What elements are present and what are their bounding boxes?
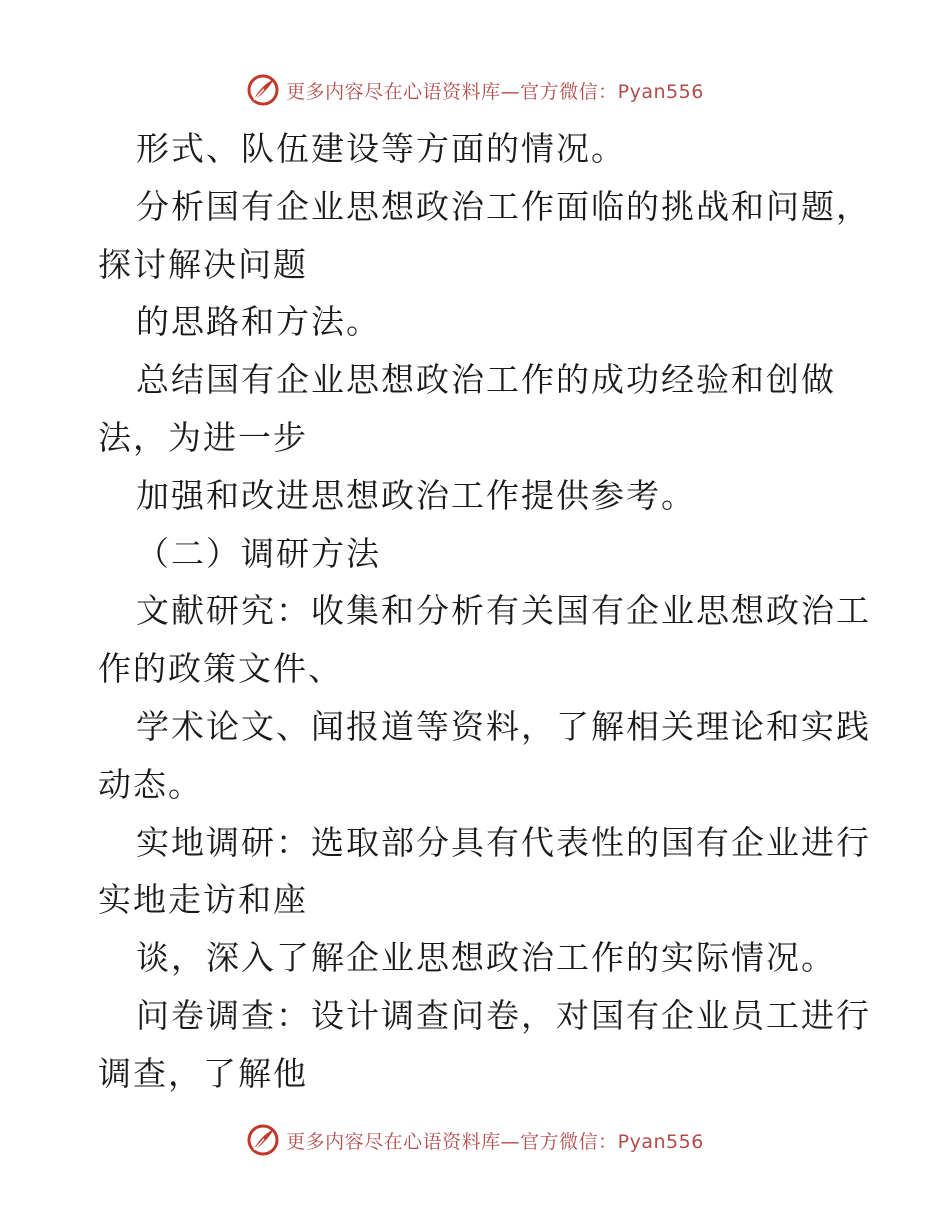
- page-header-watermark: [0, 70, 950, 110]
- feather-logo-icon: [246, 1123, 280, 1157]
- paragraph-line: 分析国有企业思想政治工作面临的挑战和问题，: [136, 186, 871, 226]
- paragraph-line: 探讨解决问题: [98, 244, 308, 284]
- paragraph-line: 调查，了解他: [98, 1053, 308, 1093]
- paragraph-line: 加强和改进思想政治工作提供参考。: [136, 475, 696, 515]
- paragraph-line: 作的政策文件、: [98, 649, 343, 689]
- paragraph-line: 动态。: [98, 764, 203, 804]
- section-heading: （二）调研方法: [136, 533, 381, 573]
- paragraph-line: 谈，深入了解企业思想政治工作的实际情况。: [136, 938, 836, 978]
- paragraph-line: 形式、队伍建设等方面的情况。: [136, 129, 626, 168]
- paragraph-line: 文献研究：收集和分析有关国有企业思想政治工: [136, 591, 871, 631]
- document-body: [98, 120, 878, 1103]
- paragraph-line: 总结国有企业思想政治工作的成功经验和创做: [136, 360, 836, 400]
- paragraph-line: 实地调研：选取部分具有代表性的国有企业进行: [136, 822, 871, 862]
- paragraph-line: 学术论文、闻报道等资料，了解相关理论和实践: [136, 706, 871, 746]
- feather-logo-icon: [246, 73, 280, 107]
- paragraph-line: 问卷调查：设计调查问卷，对国有企业员工进行: [136, 995, 871, 1035]
- paragraph-line: 法，为进一步: [98, 417, 308, 457]
- paragraph-line: 的思路和方法。: [136, 302, 381, 342]
- paragraph-line: 实地走访和座: [98, 880, 308, 920]
- watermark-text: 更多内容尽在心语资料库—官方微信：Pyan556: [286, 80, 704, 103]
- watermark-text: 更多内容尽在心语资料库—官方微信：Pyan556: [286, 1130, 704, 1153]
- page-footer-watermark: [0, 1120, 950, 1160]
